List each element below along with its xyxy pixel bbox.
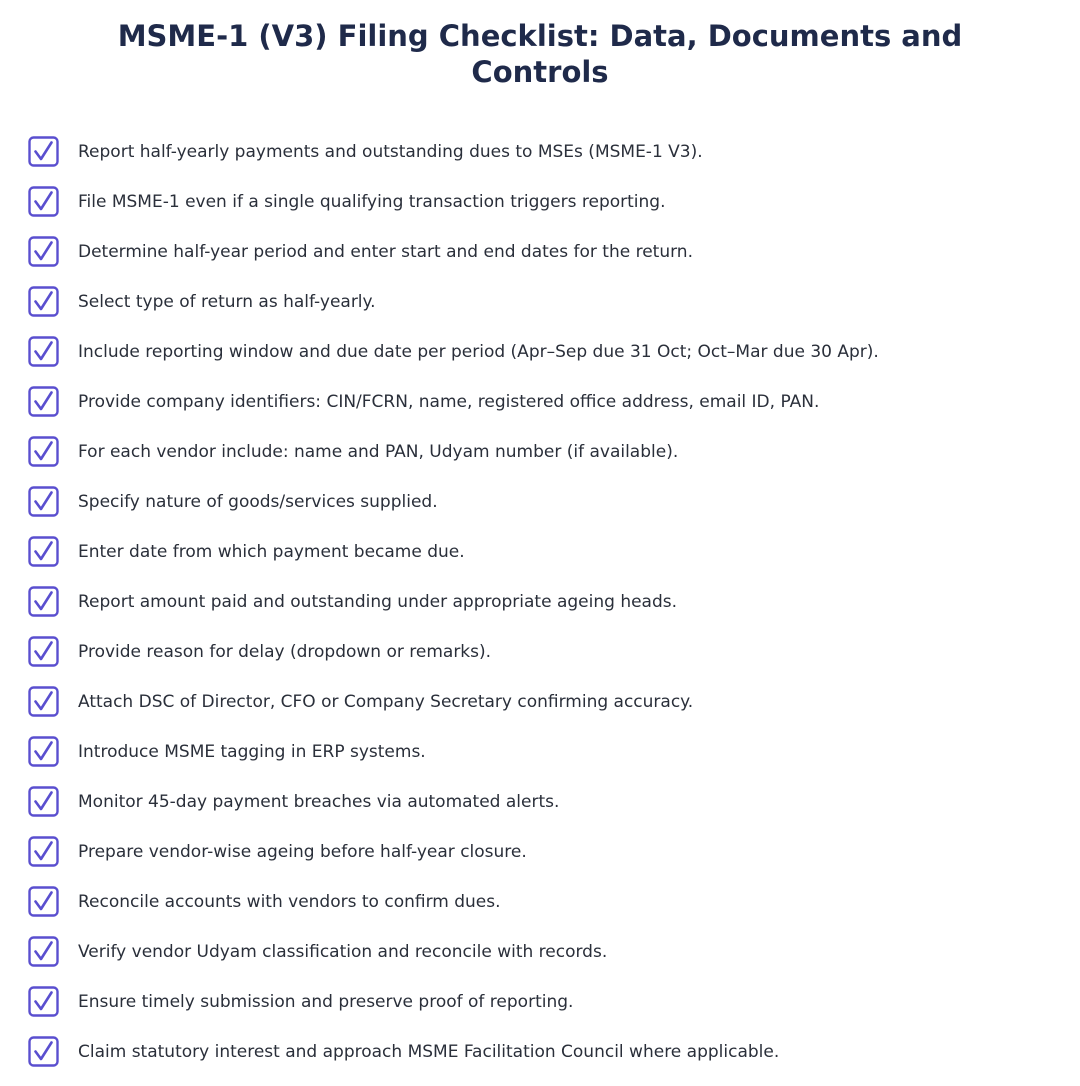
checklist-item [0, 977, 1080, 1027]
checked-checkbox-icon[interactable] [28, 736, 59, 767]
checked-checkbox-icon[interactable] [28, 836, 59, 867]
checked-checkbox-icon[interactable] [28, 636, 59, 667]
checklist-item-label: Determine half-year period and enter start and end dates for the return. [78, 242, 693, 262]
checklist-item-label: Report amount paid and outstanding under appropriate ageing heads. [78, 592, 678, 612]
checklist-item-label: Attach DSC of Director, CFO or Company Secretary confirming accuracy. [78, 692, 694, 712]
checklist-item-label: Introduce MSME tagging in ERP systems. [78, 742, 426, 762]
checklist-item [0, 677, 1080, 727]
checklist-item [0, 527, 1080, 577]
checklist-item-label: For each vendor include: name and PAN, Udyam number (if available). [78, 442, 679, 462]
checked-checkbox-icon[interactable] [28, 1036, 59, 1067]
checked-checkbox-icon[interactable] [28, 136, 59, 167]
checklist-item [0, 477, 1080, 527]
checklist-item-label: Select type of return as half-yearly. [78, 292, 376, 312]
checked-checkbox-icon[interactable] [28, 986, 59, 1017]
checked-checkbox-icon[interactable] [28, 886, 59, 917]
checklist-item-label: Ensure timely submission and preserve proof of reporting. [78, 992, 574, 1012]
checked-checkbox-icon[interactable] [28, 236, 59, 267]
checked-checkbox-icon[interactable] [28, 686, 59, 717]
checklist-item [0, 227, 1080, 277]
checklist-item [0, 177, 1080, 227]
checklist-item-label: Claim statutory interest and approach MSME Facilitation Council where applicable. [78, 1042, 780, 1062]
checklist-item-label: Specify nature of goods/services supplied. [78, 492, 438, 512]
checklist-item-label: Include reporting window and due date per period (Apr–Sep due 31 Oct; Oct–Mar due 30 Apr). [78, 342, 879, 362]
checklist-item [0, 1027, 1080, 1077]
checklist-item-label: Verify vendor Udyam classification and reconcile with records. [78, 942, 608, 962]
checklist-item [0, 427, 1080, 477]
checked-checkbox-icon[interactable] [28, 486, 59, 517]
checklist-item-label: Prepare vendor-wise ageing before half-year closure. [78, 842, 527, 862]
checklist-item-label: Reconcile accounts with vendors to confirm dues. [78, 892, 501, 912]
checklist-item-label: File MSME-1 even if a single qualifying transaction triggers reporting. [78, 192, 666, 212]
checklist-item [0, 577, 1080, 627]
checklist-item [0, 927, 1080, 977]
checked-checkbox-icon[interactable] [28, 336, 59, 367]
checked-checkbox-icon[interactable] [28, 536, 59, 567]
checked-checkbox-icon[interactable] [28, 186, 59, 217]
checked-checkbox-icon[interactable] [28, 386, 59, 417]
checked-checkbox-icon[interactable] [28, 786, 59, 817]
checklist-item-label: Enter date from which payment became due. [78, 542, 465, 562]
checked-checkbox-icon[interactable] [28, 286, 59, 317]
checked-checkbox-icon[interactable] [28, 436, 59, 467]
checklist-item [0, 777, 1080, 827]
checklist-item-label: Report half-yearly payments and outstanding dues to MSEs (MSME-1 V3). [78, 142, 703, 162]
checklist-item [0, 827, 1080, 877]
checklist-item [0, 877, 1080, 927]
checklist-item [0, 727, 1080, 777]
checklist-item [0, 127, 1080, 177]
checklist-item-label: Provide reason for delay (dropdown or remarks). [78, 642, 492, 662]
checklist-item [0, 627, 1080, 677]
page-title: MSME-1 (V3) Filing Checklist: Data, Documents and Controls [117, 19, 963, 89]
checklist-item-label: Provide company identifiers: CIN/FCRN, name, registered office address, email ID, PAN. [78, 392, 820, 412]
checked-checkbox-icon[interactable] [28, 936, 59, 967]
checklist-item [0, 327, 1080, 377]
checked-checkbox-icon[interactable] [28, 586, 59, 617]
checklist-item [0, 277, 1080, 327]
checklist [0, 127, 1080, 1077]
checklist-item [0, 377, 1080, 427]
checklist-item-label: Monitor 45-day payment breaches via automated alerts. [78, 792, 560, 812]
